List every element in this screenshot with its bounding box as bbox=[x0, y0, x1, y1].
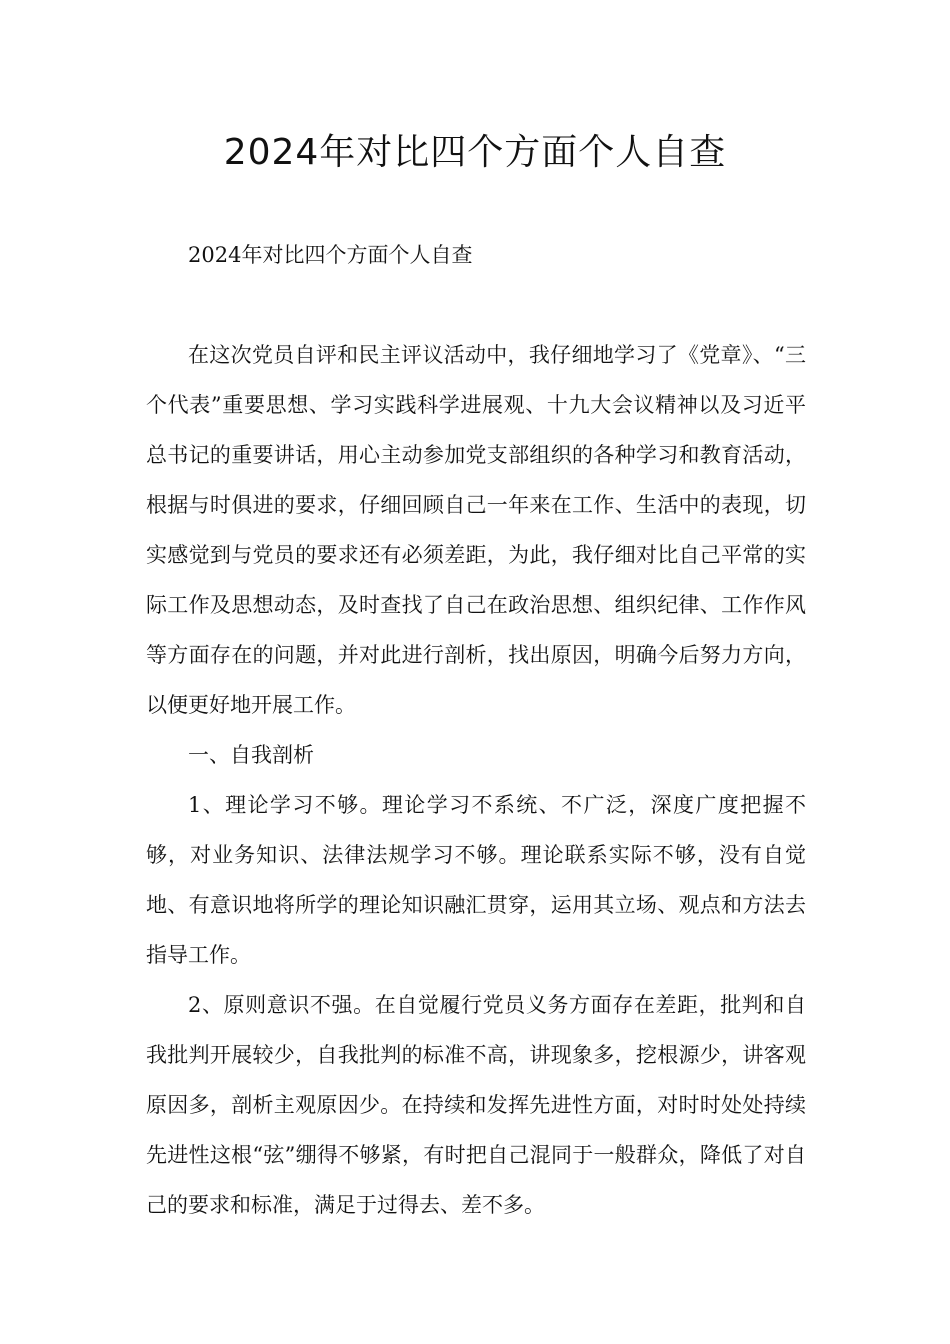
section-heading: 一、自我剖析 bbox=[188, 743, 314, 767]
item-paragraph-1: 1、理论学习不够。理论学习不系统、不广泛，深度广度把握不够，对业务知识、法律法规学习不够。理论联系实际不够，没有自觉地、有意识地将所学的理论知识融汇贯穿，运用其立场、观点和方法去指导工作。 bbox=[146, 793, 806, 967]
document-subtitle: 2024年对比四个方面个人自查 bbox=[188, 243, 473, 267]
item-paragraph-2: 2、原则意识不强。在自觉履行党员义务方面存在差距，批判和自我批判开展较少，自我批判的标准不高，讲现象多，挖根源少，讲客观原因多，剖析主观原因少。在持续和发挥先进性方面，对时时处处持续先进性这根“弦”绷得不够紧，有时把自己混同于一般群众，降低了对自己的要求和标准，满足于过得去、差不多。 bbox=[146, 993, 806, 1217]
document-body bbox=[146, 230, 806, 1230]
blank-line bbox=[146, 280, 806, 330]
document-title: 2024年对比四个方面个人自查 bbox=[223, 132, 727, 173]
intro-paragraph: 在这次党员自评和民主评议活动中，我仔细地学习了《党章》、“三个代表”重要思想、学习实践科学进展观、十九大会议精神以及习近平总书记的重要讲话，用心主动参加党支部组织的各种学习和教育活动，根据与时俱进的要求，仔细回顾自己一年来在工作、生活中的表现，切实感觉到与党员的要求还有必须差距，为此，我仔细对比自己平常的实际工作及思想动态，及时查找了自己在政治思想、组织纪律、工作作风等方面存在的问题，并对此进行剖析，找出原因，明确今后努力方向，以便更好地开展工作。 bbox=[146, 343, 806, 717]
